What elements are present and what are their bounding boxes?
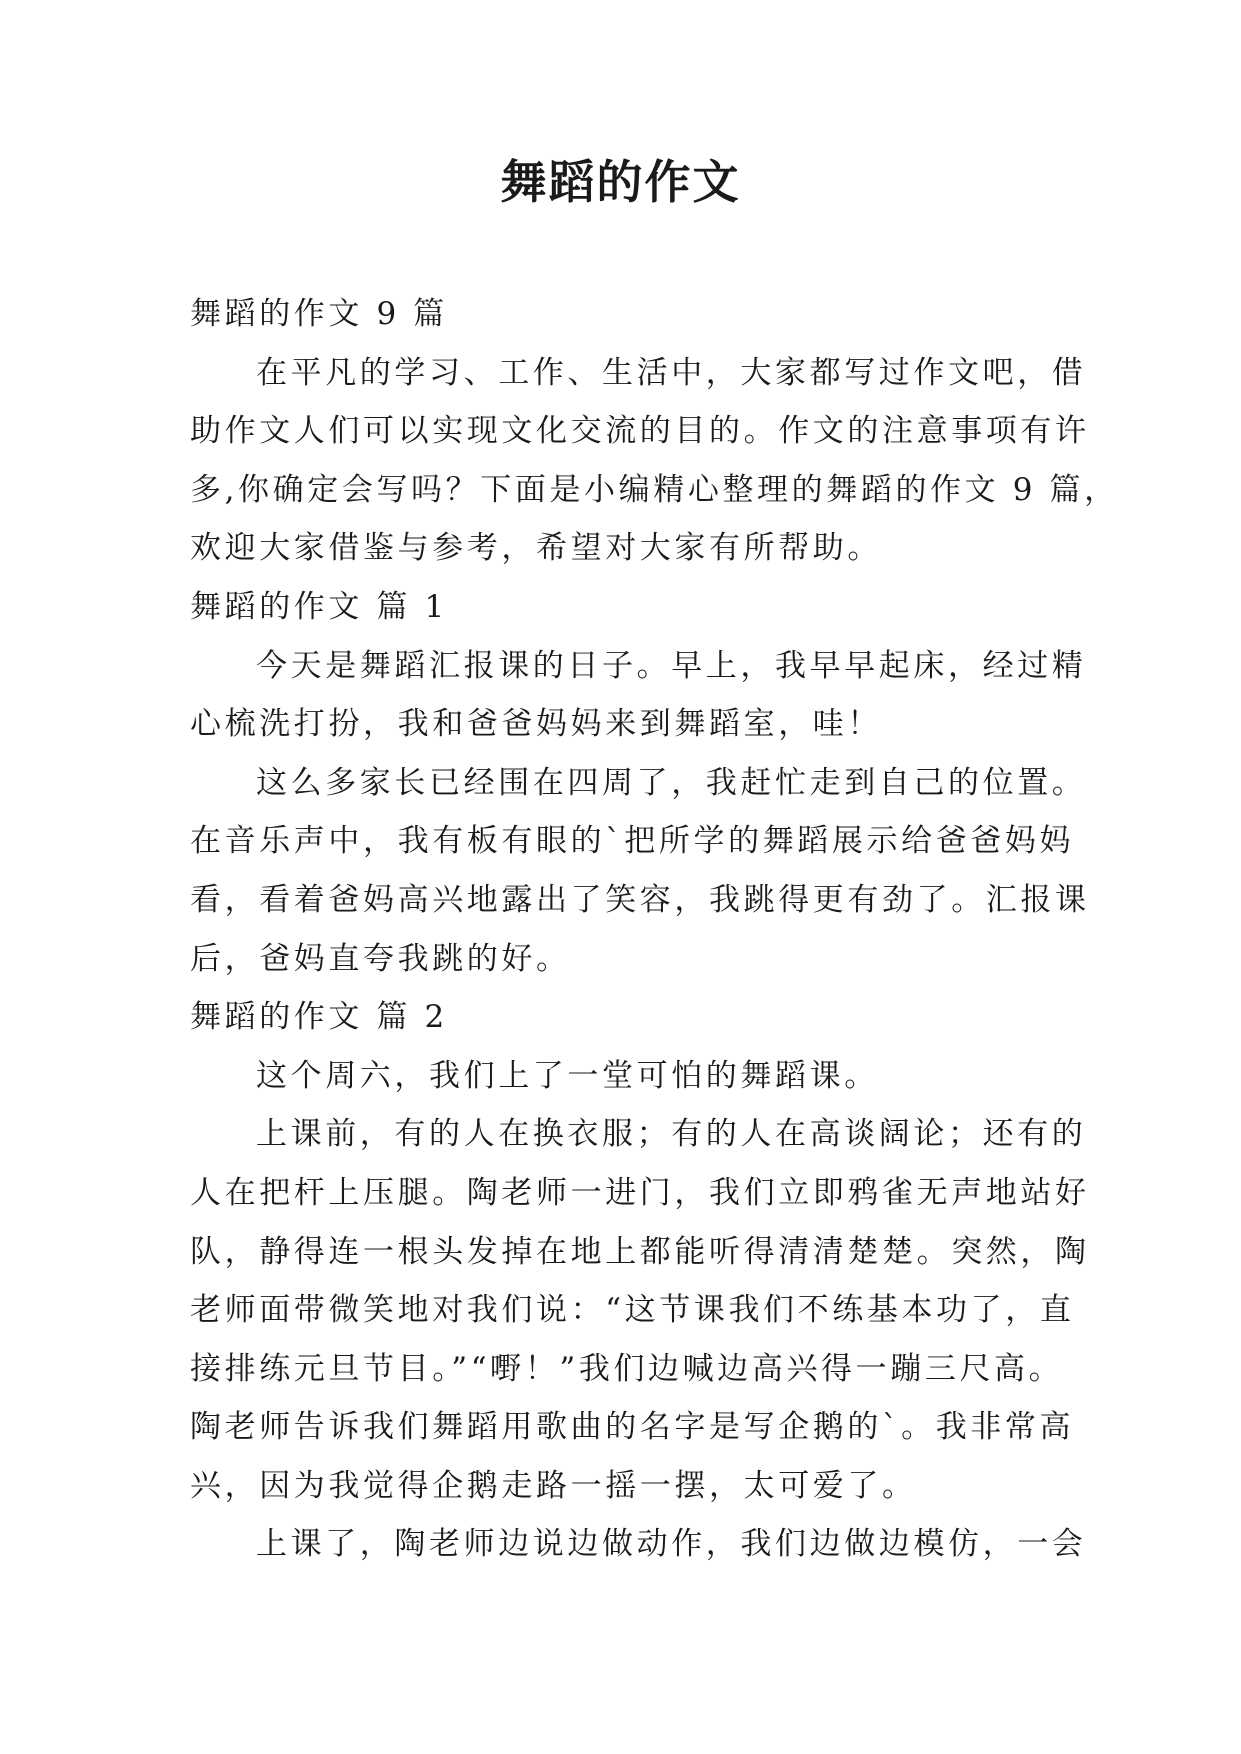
- text-line: 这么多家长已经围在四周了，我赶忙走到自己的位置。: [256, 764, 1087, 801]
- text-line: 舞蹈的作文 9 篇: [190, 296, 448, 332]
- text-line: 舞蹈的作文 篇 2: [190, 999, 448, 1036]
- text-line: 在音乐声中，我有板有眼的`把所学的舞蹈展示给爸爸妈妈: [190, 823, 1075, 860]
- text-line: 兴，因为我觉得企鹅走路一摇一摆，太可爱了。: [190, 1467, 917, 1504]
- text-line: 舞蹈的作文 篇 1: [190, 588, 448, 625]
- text-line: 欢迎大家借鉴与参考，希望对大家有所帮助。: [190, 530, 882, 567]
- document-title: 舞蹈的作文: [500, 155, 741, 209]
- text-line: 队，静得连一根头发掉在地上都能听得清清楚楚。突然，陶: [190, 1233, 1090, 1270]
- text-line: 后，爸妈直夸我跳的好。: [190, 940, 571, 977]
- text-line: 今天是舞蹈汇报课的日子。早上，我早早起床，经过精: [256, 647, 1087, 684]
- text-line: 上课前，有的人在换衣服；有的人在高谈阔论；还有的: [256, 1116, 1087, 1153]
- text-line: 看，看着爸妈高兴地露出了笑容，我跳得更有劲了。汇报课: [190, 881, 1090, 918]
- text-line: 接排练元旦节目。”“嘢！”我们边喊边高兴得一蹦三尺高。: [190, 1350, 1064, 1387]
- text-line: 在平凡的学习、工作、生活中，大家都写过作文吧，借: [256, 354, 1087, 391]
- document-body: [190, 285, 1119, 1574]
- text-line: 这个周六，我们上了一堂可怕的舞蹈课。: [256, 1057, 879, 1094]
- text-line: 多,你确定会写吗？下面是小编精心整理的舞蹈的作文 9 篇，: [190, 471, 1119, 508]
- text-line: 助作文人们可以实现文化交流的目的。作文的注意事项有许: [190, 413, 1090, 450]
- text-line: 心梳洗打扮，我和爸爸妈妈来到舞蹈室，哇！: [190, 706, 882, 743]
- text-line: 陶老师告诉我们舞蹈用歌曲的名字是写企鹅的`。我非常高: [190, 1409, 1075, 1446]
- text-line: 老师面带微笑地对我们说：“这节课我们不练基本功了，直: [190, 1292, 1075, 1329]
- text-line: 人在把杆上压腿。陶老师一进门，我们立即鸦雀无声地站好: [190, 1174, 1090, 1211]
- text-line: 上课了，陶老师边说边做动作，我们边做边模仿，一会: [256, 1526, 1087, 1563]
